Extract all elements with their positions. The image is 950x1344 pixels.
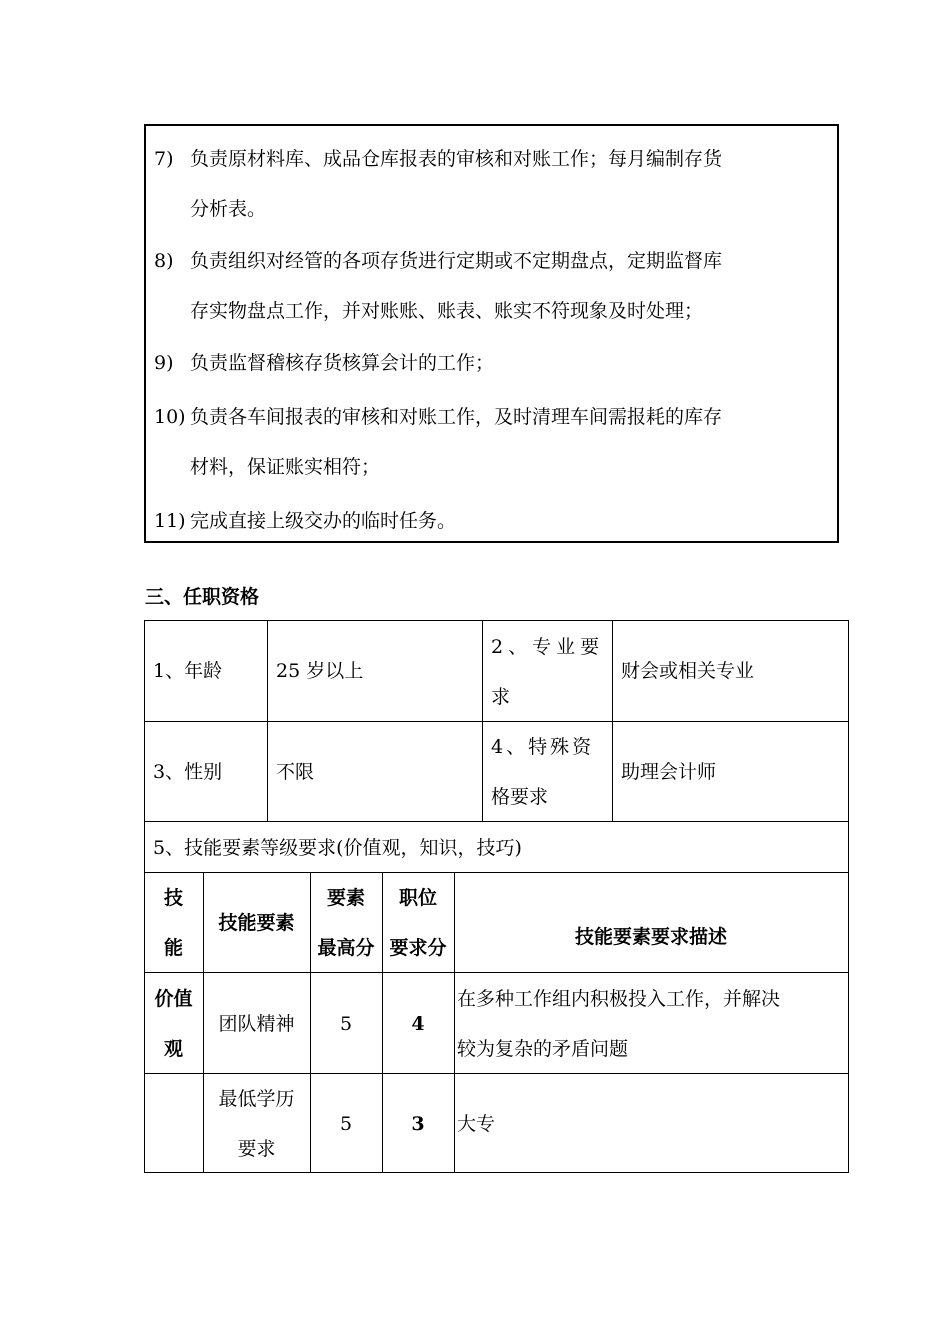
table-rule (144, 972, 849, 973)
row-req: 4 (411, 1013, 425, 1035)
row-desc: 大专 (457, 1113, 496, 1135)
age-label: 1、年龄 (153, 660, 223, 682)
qualifications-table (144, 620, 849, 1173)
duty-item: 9) 负责监督稽核存货核算会计的工作； (154, 352, 495, 374)
table-rule (267, 620, 268, 821)
major-label: 2、专业要 (491, 636, 605, 658)
table-rule (612, 620, 613, 821)
header-req-cont: 要求分 (389, 937, 447, 959)
duty-item-continuation: 存实物盘点工作，并对账账、账表、账实不符现象及时处理； (190, 300, 704, 322)
table-rule (144, 721, 849, 722)
row-category: 价值 (154, 988, 193, 1010)
age-value: 25 岁以上 (276, 660, 364, 682)
table-rule (144, 1172, 849, 1173)
major-label-cont: 求 (491, 686, 511, 708)
table-rule (454, 872, 455, 1173)
special-label-cont: 格要求 (491, 786, 549, 808)
header-element: 技能要素 (218, 912, 295, 934)
duty-item: 7) 负责原材料库、成品仓库报表的审核和对账工作；每月编制存货 (154, 148, 723, 170)
row-max: 5 (339, 1013, 353, 1035)
gender-value: 不限 (276, 761, 315, 783)
header-desc: 技能要素要求描述 (574, 926, 727, 948)
row-desc: 在多种工作组内积极投入工作，并解决 (457, 988, 781, 1010)
table-rule (144, 1073, 849, 1074)
table-rule (144, 872, 849, 873)
duties-box (144, 124, 839, 543)
table-rule (848, 620, 849, 1173)
header-max: 要素 (326, 887, 365, 909)
table-rule (144, 821, 849, 822)
row-category-cont: 观 (163, 1038, 183, 1060)
special-label: 4、特殊资 (491, 736, 595, 758)
major-value: 财会或相关专业 (621, 660, 755, 682)
row-max: 5 (339, 1113, 353, 1135)
row-desc-cont: 较为复杂的矛盾问题 (457, 1038, 629, 1060)
row-element: 团队精神 (218, 1013, 295, 1035)
skills-heading: 5、技能要素等级要求(价值观，知识，技巧) (153, 837, 522, 859)
duty-item-continuation: 分析表。 (190, 198, 267, 220)
row-element-cont: 要求 (237, 1138, 276, 1160)
duty-item: 11) 完成直接上级交办的临时任务。 (154, 510, 457, 532)
header-max-cont: 最高分 (317, 937, 375, 959)
section-heading: 三、任职资格 (145, 586, 260, 608)
row-req: 3 (411, 1113, 425, 1135)
gender-label: 3、性别 (153, 761, 223, 783)
special-value: 助理会计师 (621, 761, 717, 783)
table-rule (482, 620, 483, 821)
duty-item-continuation: 材料，保证账实相符； (190, 456, 381, 478)
duty-item: 8) 负责组织对经管的各项存货进行定期或不定期盘点，定期监督库 (154, 250, 723, 272)
header-skill: 技 (163, 887, 183, 909)
row-element: 最低学历 (218, 1088, 295, 1110)
header-skill-cont: 能 (163, 937, 183, 959)
duty-item: 10) 负责各车间报表的审核和对账工作，及时清理车间需报耗的库存 (154, 406, 723, 428)
header-req: 职位 (398, 887, 437, 909)
table-rule (144, 620, 849, 621)
